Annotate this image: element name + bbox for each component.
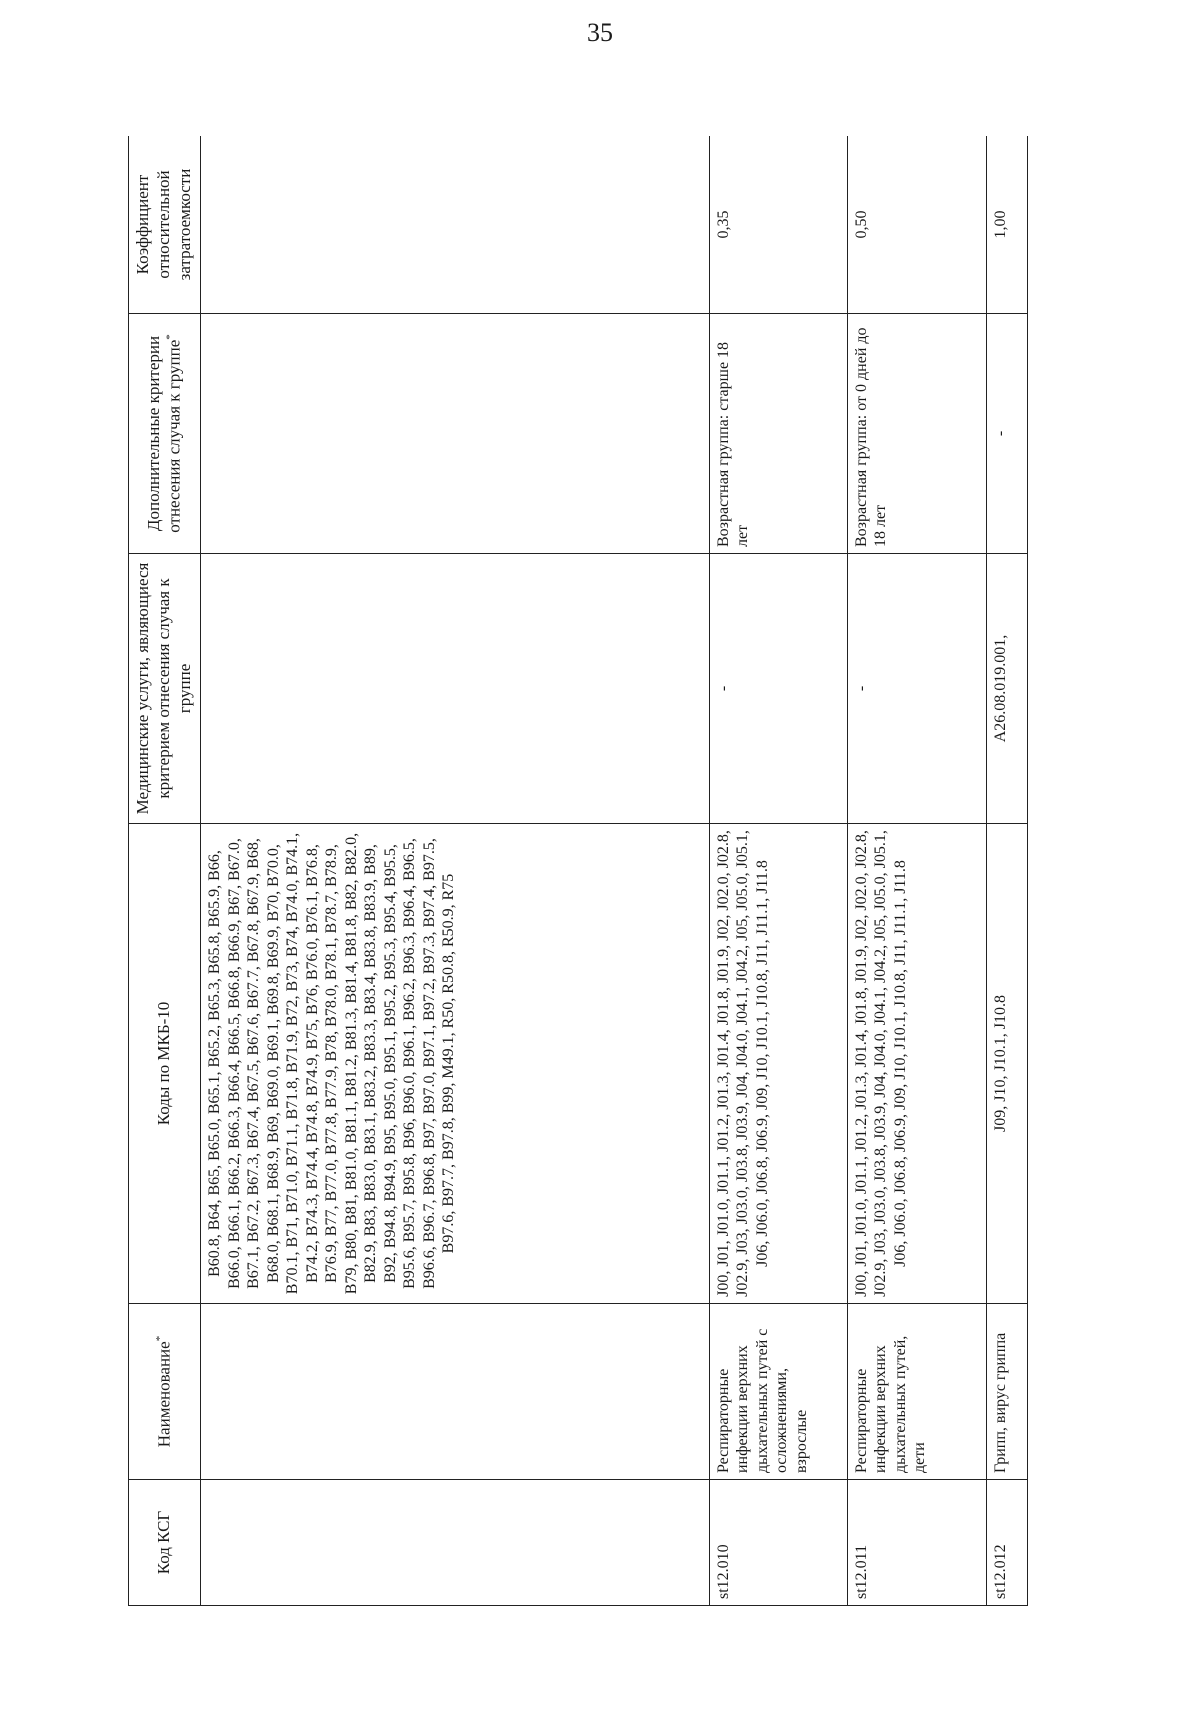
cell-mkb: J00, J01, J01.0, J01.1, J01.2, J01.3, J01.4, J01.8, J01.9, J02, J02.0, J02.8, J02.9, J03, J03.0, J03.8, J03.9, J04, J04.0, J04.1, J04.2, J05, J05.0, J05.1, J06, J06.0, J06.8, J06.9, J09, J10, J10.1, J10.8, J11, J11.1, J11.8 <box>709 824 847 1304</box>
cell-services: - <box>847 554 987 824</box>
cell-code <box>201 1480 710 1606</box>
cell-code: st12.010 <box>709 1480 847 1606</box>
cell-coef: 0,50 <box>847 136 987 314</box>
cell-code: st12.011 <box>847 1480 987 1606</box>
header-name: Наименование* <box>129 1304 201 1480</box>
table-row <box>987 136 1028 1606</box>
table-header-row <box>129 136 201 1606</box>
table-row <box>847 136 987 1606</box>
cell-services: A26.08.019.001, <box>987 554 1028 824</box>
cell-mkb: J00, J01, J01.0, J01.1, J01.2, J01.3, J01.4, J01.8, J01.9, J02, J02.0, J02.8, J02.9, J03, J03.0, J03.8, J03.9, J04, J04.0, J04.1, J04.2, J05, J05.0, J05.1, J06, J06.0, J06.8, J06.9, J09, J10, J10.1, J10.8, J11, J11.1, J11.8 <box>847 824 987 1304</box>
ksg-table <box>128 136 1028 1606</box>
cell-criteria: Возрастная группа: от 0 дней до 18 лет <box>847 314 987 554</box>
cell-mkb: J09, J10, J10.1, J10.8 <box>987 824 1028 1304</box>
cell-code: st12.012 <box>987 1480 1028 1606</box>
cell-name: Респираторные инфекции верхних дыхательных путей с осложнениями, взрослые <box>709 1304 847 1480</box>
cell-mkb: B60.8, B64, B65, B65.0, B65.1, B65.2, B65.3, B65.8, B65.9, B66, B66.0, B66.1, B66.2, B66.3, B66.4, B66.5, B66.8, B66.9, B67, B67.0, B67.1, B67.2, B67.3, B67.4, B67.5, B67.6, B67.7, B67.8, B67.9, B68, B68.0, B68.1, B68.9, B69, B69.0, B69.1, B69.8, B69.9, B70, B70.0, B70.1, B71, B71.0, B71.1, B71.8, B71.9, B72, B73, B74, B74.0, B74.1, B74.2, B74.3, B74.4, B74.8, B74.9, B75, B76, B76.0, B76.1, B76.8, B76.9, B77, B77.0, B77.8, B77.9, B78, B78.0, B78.1, B78.7, B78.9, B79, B80, B81, B81.0, B81.1, B81.2, B81.3, B81.4, B81.8, B82, B82.0, B82.9, B83, B83.0, B83.1, B83.2, B83.3, B83.4, B83.8, B83.9, B89, B92, B94.8, B94.9, B95, B95.0, B95.1, B95.2, B95.3, B95.4, B95.5, B95.6, B95.7, B95.8, B96, B96.0, B96.1, B96.2, B96.3, B96.4, B96.5, B96.6, B96.7, B96.8, B97, B97.0, B97.1, B97.2, B97.3, B97.4, B97.5, B97.6, B97.7, B97.8, B99, M49.1, R50, R50.8, R50.9, R75 <box>201 824 710 1304</box>
rotated-table-container <box>128 136 1028 1606</box>
cell-criteria: - <box>987 314 1028 554</box>
table-row-continuation <box>201 136 710 1606</box>
header-services: Медицинские услуги, являющиеся критерием отнесения случая к группе <box>129 554 201 824</box>
page-number: 35 <box>587 18 613 47</box>
header-mkb: Коды по МКБ-10 <box>129 824 201 1304</box>
cell-criteria <box>201 314 710 554</box>
header-criteria: Дополнительные критерии отнесения случая к группе* <box>129 314 201 554</box>
header-code: Код КСГ <box>129 1480 201 1606</box>
cell-name: Респираторные инфекции верхних дыхательных путей, дети <box>847 1304 987 1480</box>
cell-name: Грипп, вирус гриппа <box>987 1304 1028 1480</box>
cell-coef: 1,00 <box>987 136 1028 314</box>
header-coef: Коэффициент относительной затратоемкости <box>129 136 201 314</box>
table-row <box>709 136 847 1606</box>
cell-coef <box>201 136 710 314</box>
cell-coef: 0,35 <box>709 136 847 314</box>
cell-criteria: Возрастная группа: старше 18 лет <box>709 314 847 554</box>
cell-services: - <box>709 554 847 824</box>
cell-name <box>201 1304 710 1480</box>
cell-services <box>201 554 710 824</box>
rotated-table-inner <box>128 136 1028 1606</box>
